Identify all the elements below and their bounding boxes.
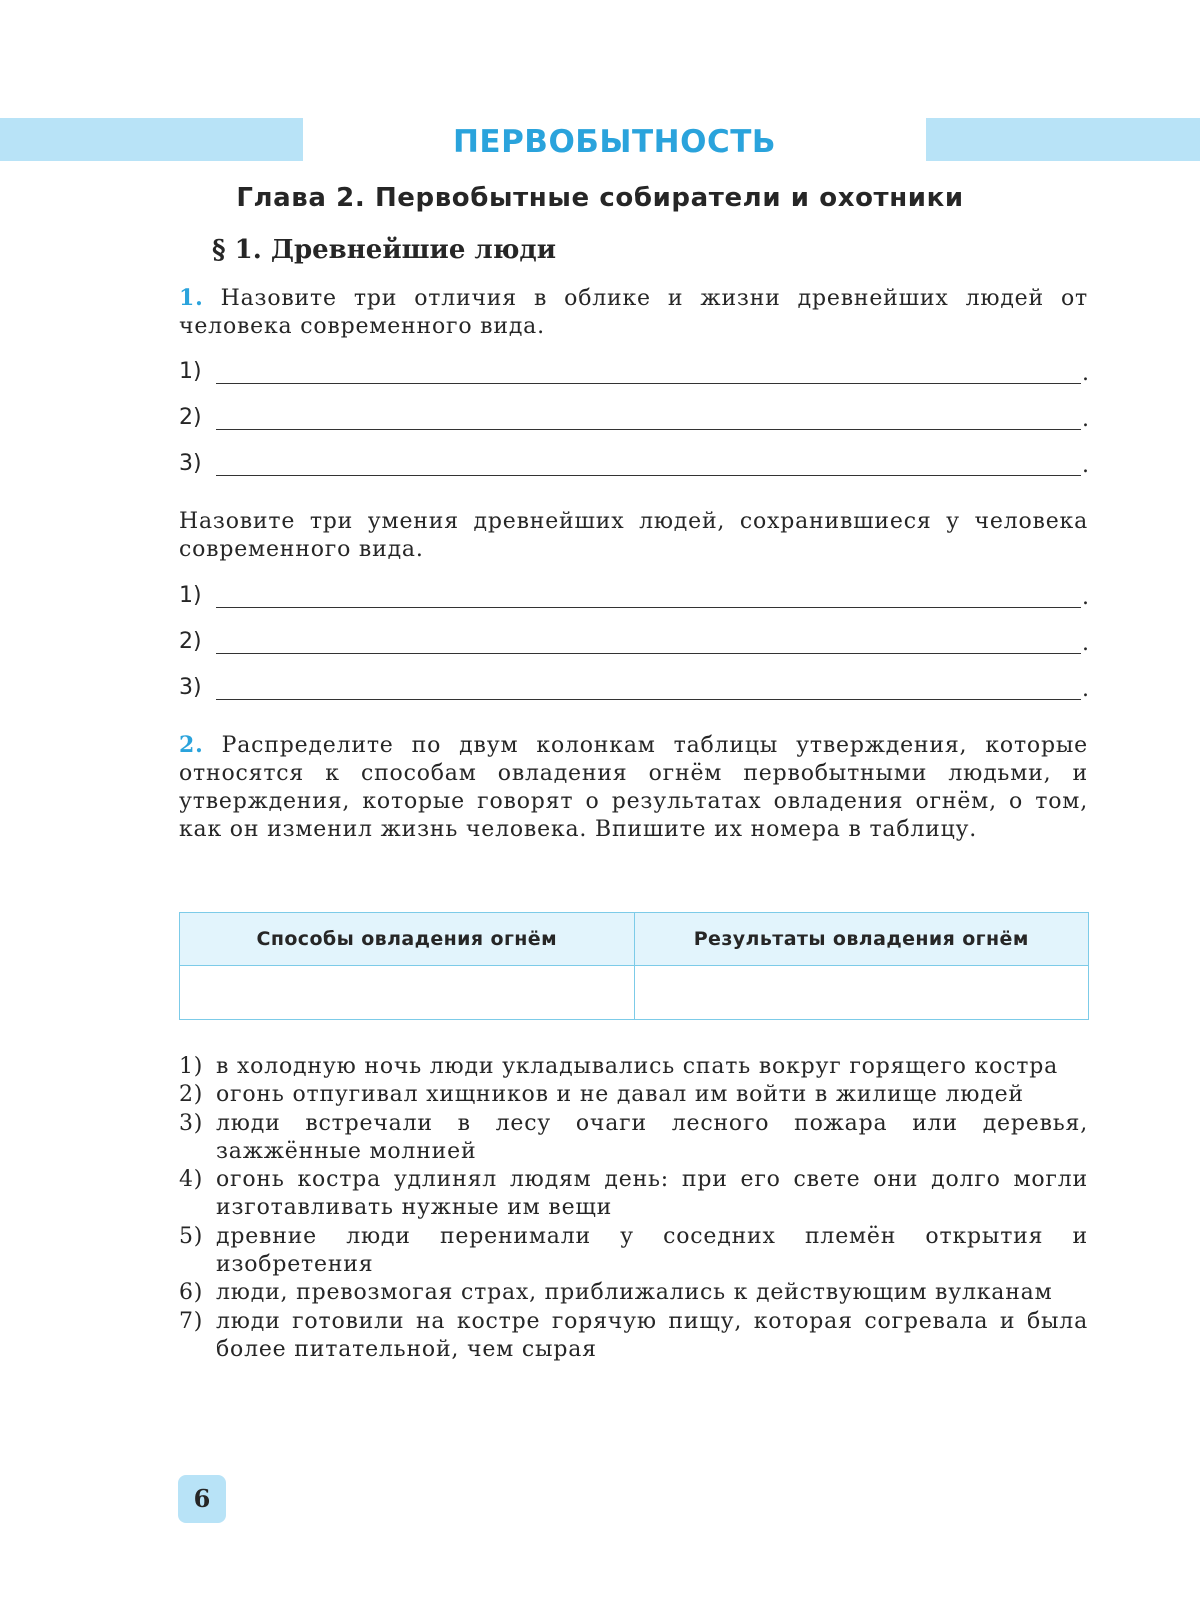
statement-text: огонь костра удлинял людям день: при его свете они долго могли изготавливать нужные им вещи [216,1167,1088,1221]
header-band-left [0,118,303,161]
table-header-methods: Способы овладения огнём [180,913,635,966]
statement-number: 1) [179,1054,204,1079]
statements-list [179,1053,1088,1364]
statement-item [179,1053,1088,1081]
statement-text: огонь отпугивал хищников и не давал им войти в жилище людей [216,1082,1024,1108]
statement-number: 6) [179,1280,204,1306]
statement-item [179,1308,1088,1365]
statement-number: 4) [179,1167,204,1193]
answer-line-rule [216,475,1081,476]
table-cell-results[interactable] [634,966,1089,1020]
task-1-second-prompt: Назовите три умения древнейших людей, сохранившиеся у человека современного вида. [179,509,1088,562]
answer-line[interactable] [179,581,1089,611]
answer-line[interactable] [179,673,1089,703]
chapter-heading: Глава 2. Первобытные собиратели и охотники [236,183,964,213]
statement-number: 7) [179,1308,204,1334]
answer-line-number: 2) [179,629,202,654]
answer-line[interactable] [179,627,1089,657]
statement-number: 3) [179,1110,204,1136]
answer-line-number: 3) [179,451,202,476]
answer-line-period: . [1082,407,1089,432]
task-1-text: Назовите три отличия в облике и жизни древнейших людей от человека современного вида. [179,286,1089,339]
task-1-number: 1. [179,285,204,311]
task-2-text: Распределите по двум колонкам таблицы утверждения, которые относятся к способам овладения огнём первобытными людьми, и утверждения, которые говорят о результатах овладения огнём, о том, как он изменил жизнь человека. Впишите их номера в таблицу. [179,733,1088,842]
task-2-number: 2. [179,732,204,758]
answer-line-rule [216,383,1081,384]
statement-number: 2) [179,1082,204,1108]
header-band-right [926,118,1200,161]
answer-line-period: . [1082,677,1089,702]
statement-text: люди встречали в лесу очаги лесного пожара или деревья, зажжённые молнией [216,1110,1088,1164]
page-title: ПЕРВОБЫТНОСТЬ [452,124,777,160]
section-heading: § 1. Древнейшие люди [212,235,557,265]
statement-text: люди, превозмогая страх, приближались к действующим вулканам [216,1280,1053,1306]
answer-line[interactable] [179,449,1089,479]
answer-line-rule [216,653,1081,654]
answer-line-rule [216,429,1081,430]
statement-item [179,1166,1088,1223]
answer-line-period: . [1082,453,1089,478]
statement-item [179,1110,1088,1167]
answer-line-period: . [1082,585,1089,610]
task-1-prompt [179,284,1088,341]
table-header-results: Результаты овладения огнём [634,913,1089,966]
answer-line-number: 2) [179,405,202,430]
answer-line-number: 1) [179,359,202,384]
answer-line-period: . [1082,361,1089,386]
statement-item [179,1279,1088,1307]
answer-line-number: 1) [179,583,202,608]
statement-text: люди готовили на костре горячую пищу, которая согревала и была более питательной, чем сырая [216,1308,1088,1362]
task-2-prompt [179,731,1088,844]
page-number: 6 [178,1475,226,1523]
answer-line-number: 3) [179,675,202,700]
answer-line[interactable] [179,357,1089,387]
statement-text: в холодную ночь люди укладывались спать вокруг горящего костра [216,1054,1059,1079]
statement-number: 5) [179,1223,204,1249]
answer-line-rule [216,699,1081,700]
statement-item [179,1081,1088,1109]
table-cell-methods[interactable] [180,966,635,1020]
statement-item [179,1223,1088,1280]
statement-text: древние люди перенимали у соседних племён открытия и изобретения [216,1223,1088,1278]
answer-table [179,912,1089,1020]
answer-line-rule [216,607,1081,608]
answer-line[interactable] [179,403,1089,433]
answer-line-period: . [1082,631,1089,656]
